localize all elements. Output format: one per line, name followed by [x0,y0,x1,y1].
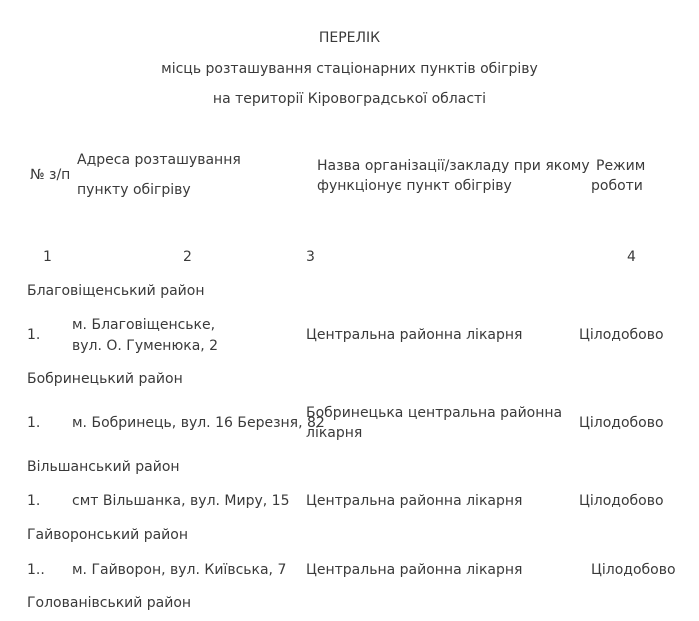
column-number-1: 1 [43,249,52,265]
header-address-line2: пункту обігріву [77,182,191,198]
district-heading: Вільшанський район [27,459,180,475]
header-org-line1: Назва організації/закладу при якому [317,158,590,174]
row-organization: Центральна районна лікарня [306,493,523,509]
column-number-4: 4 [627,249,636,265]
row-num: 1.. [27,562,45,578]
row-address-line1: м. Гайворон, вул. Київська, 7 [72,562,287,578]
header-mode-line1: Режим [596,158,646,174]
document-subtitle-region: на території Кіровоградської області [212,91,487,107]
header-mode-line2: роботи [591,178,643,194]
column-number-3: 3 [306,249,315,265]
district-heading: Бобринецький район [27,371,183,387]
row-num: 1. [27,415,41,431]
row-address-line2: вул. О. Гуменюка, 2 [72,338,219,354]
row-num: 1. [27,327,41,343]
row-organization-line2: лікарня [306,425,363,441]
row-work-mode: Цілодобово [579,493,664,509]
district-heading: Голованівський район [27,595,192,611]
column-number-2: 2 [183,249,192,265]
document-title: ПЕРЕЛІК [318,30,381,46]
row-organization: Центральна районна лікарня [306,327,523,343]
header-num: № з/п [30,167,71,183]
row-address-line1: смт Вільшанка, вул. Миру, 15 [72,493,290,509]
document-subtitle: місць розташування стаціонарних пунктів обігріву [161,61,538,77]
row-address-line1: м. Благовіщенське, [72,317,216,333]
district-heading: Гайворонський район [27,527,188,543]
row-address-line1: м. Бобринець, вул. 16 Березня, 82 [72,415,325,431]
district-heading: Благовіщенський район [27,283,205,299]
row-organization: Центральна районна лікарня [306,562,523,578]
row-work-mode: Цілодобово [579,327,664,343]
header-address-line1: Адреса розташування [77,152,241,168]
row-work-mode: Цілодобово [591,562,676,578]
row-work-mode: Цілодобово [579,415,664,431]
header-org-line2: функціонує пункт обігріву [317,178,512,194]
row-num: 1. [27,493,41,509]
row-organization-line1: Бобринецька центральна районна [306,405,563,421]
